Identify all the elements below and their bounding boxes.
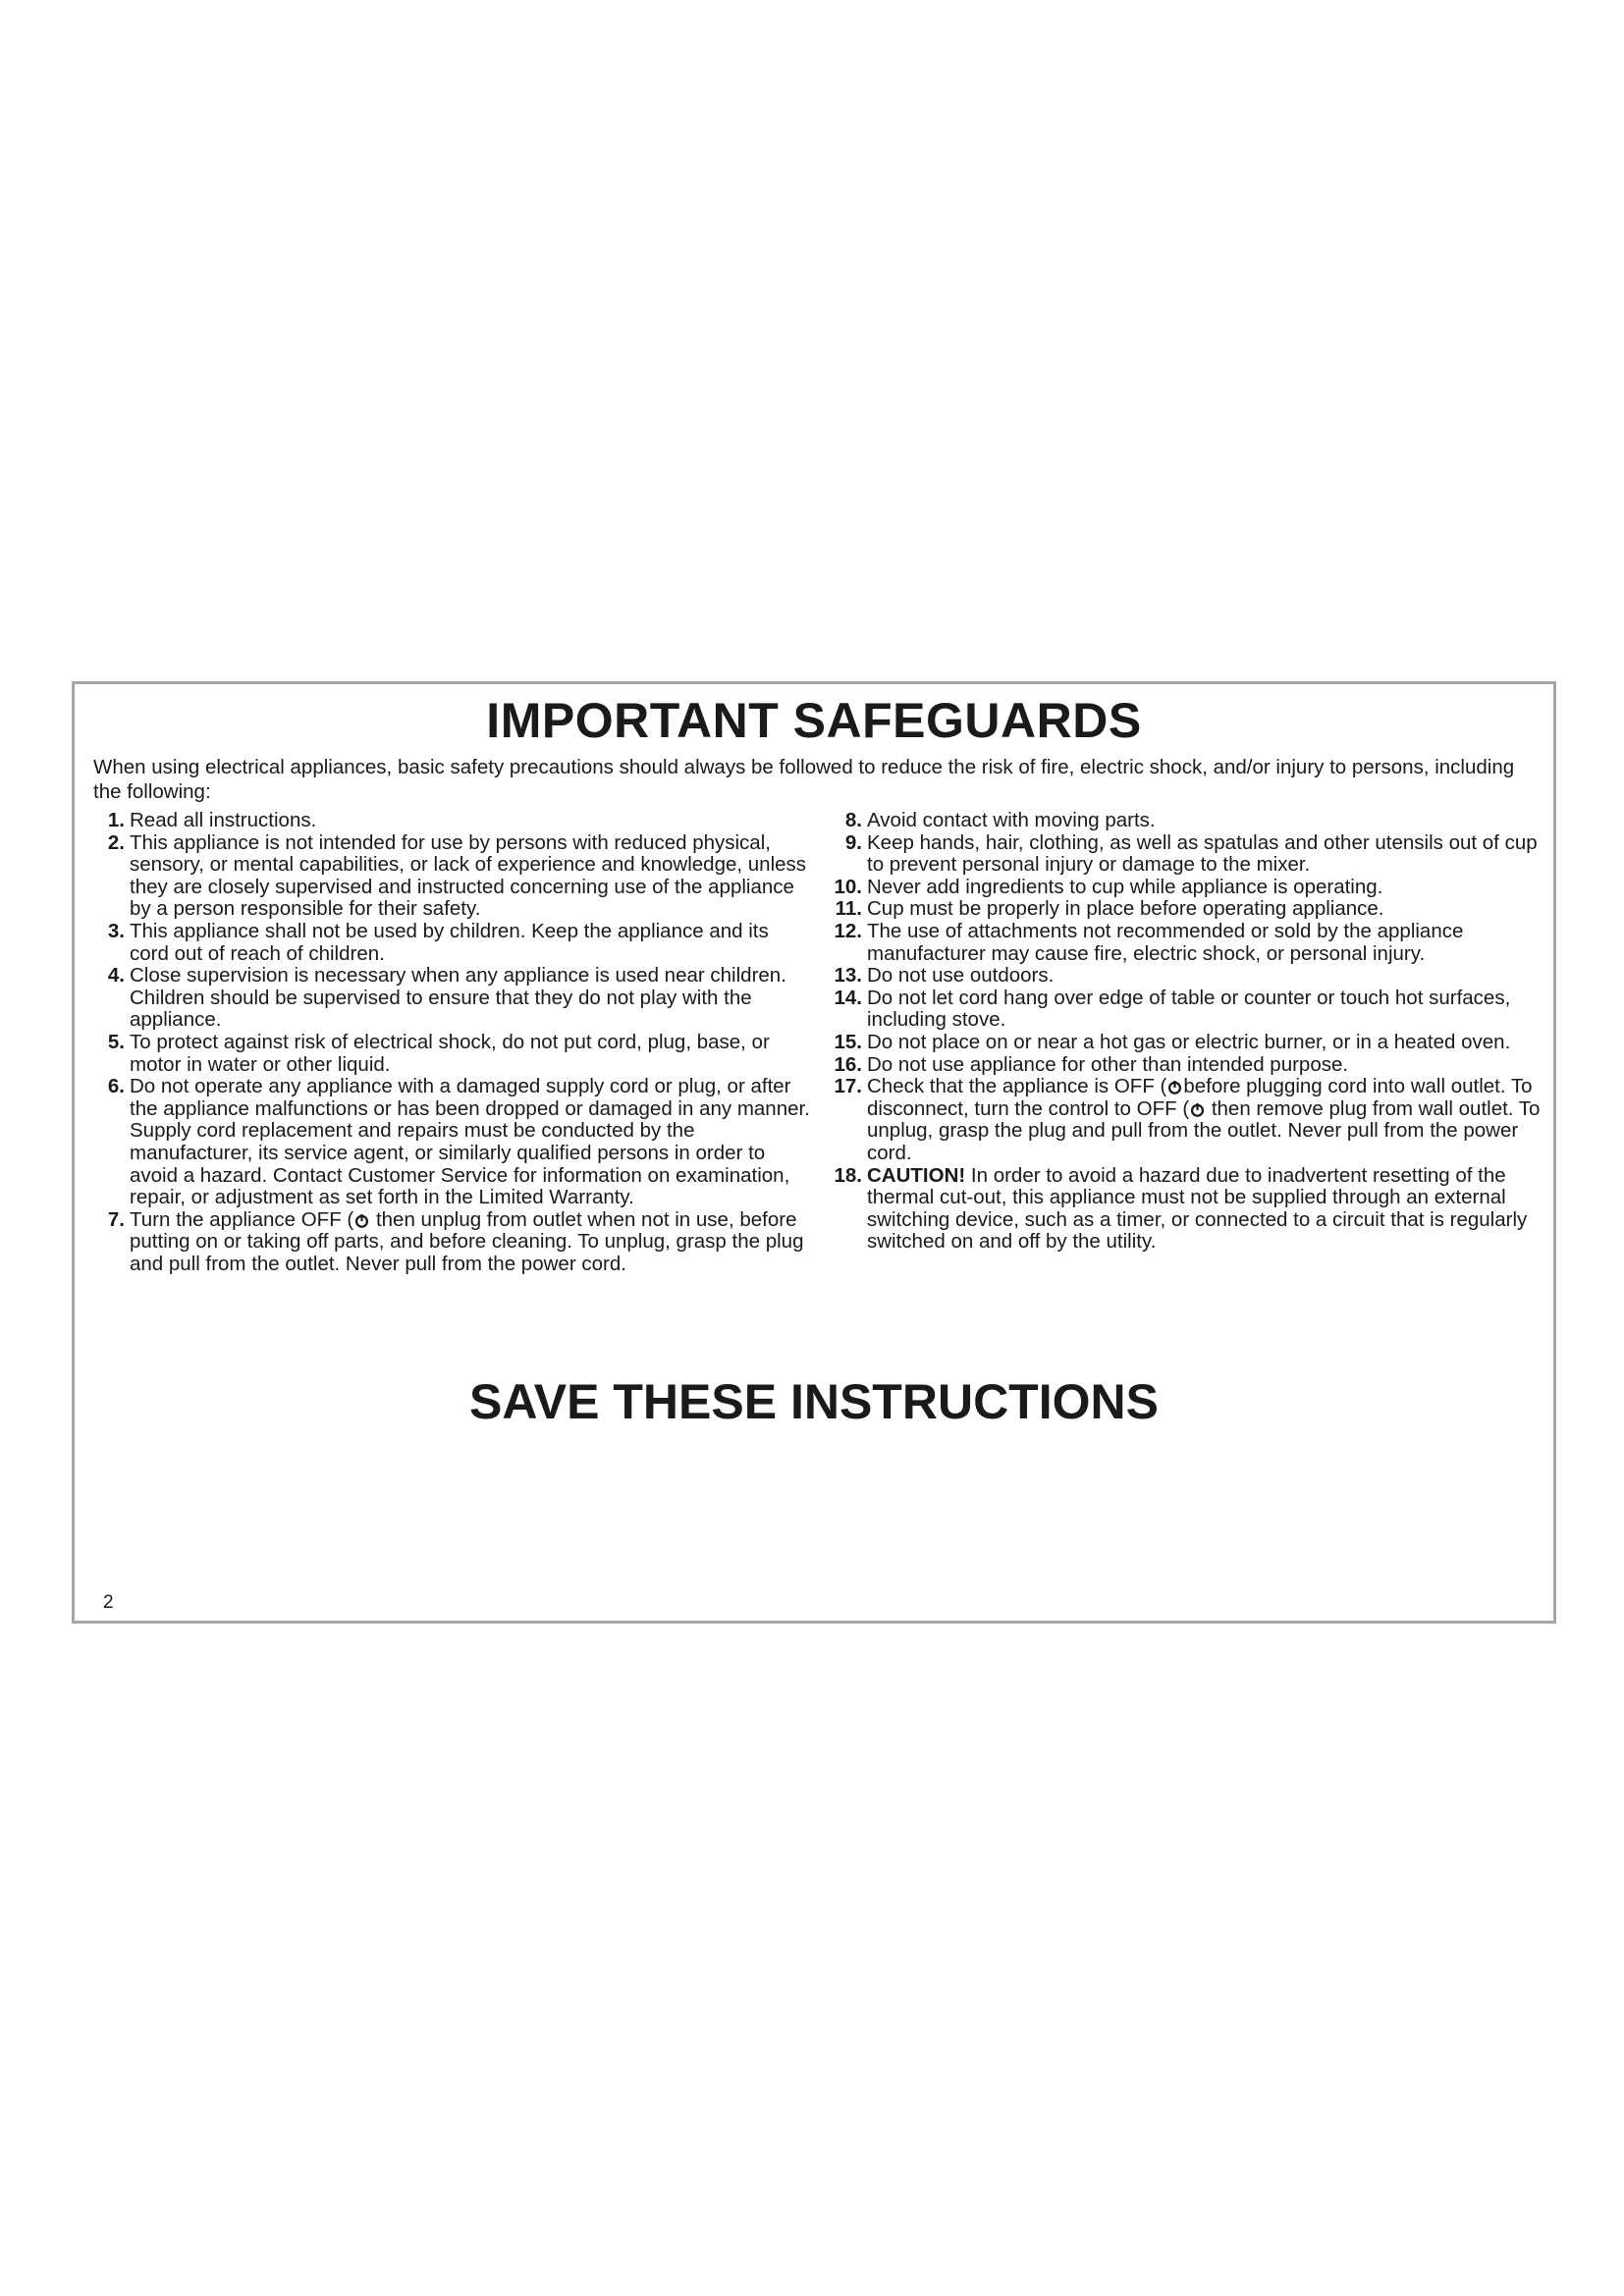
- list-item: [826, 921, 1543, 965]
- item-number: 14.: [834, 986, 862, 1009]
- item-text: Close supervision is necessary when any appliance is used near children. Children should be supervised to ensure that they do not play with the appliance.: [130, 964, 786, 1032]
- item-text: This appliance is not intended for use by persons with reduced physical, sensory, or mental capabilities, or lack of experience and knowledge, unless they are closely supervised and instructed concerning use of the appliance by a person responsible for their safety.: [130, 830, 807, 921]
- list-item: [826, 1076, 1543, 1164]
- item-number: 12.: [834, 919, 862, 942]
- item-number: 3.: [107, 919, 125, 942]
- power-icon: [1190, 1102, 1205, 1117]
- list-item: [826, 965, 1543, 988]
- item-number: 10.: [834, 875, 862, 898]
- list-item: [90, 965, 811, 1032]
- item-text-part: In order to avoid a hazard due to inadvertent resetting of the thermal cut-out, this appliance must not be supplied through an external switching device, such as a timer, or connected to a circuit that is regularly switched on and off by the utility.: [867, 1163, 1528, 1254]
- power-icon: [354, 1213, 369, 1228]
- item-text-part: Turn the appliance OFF (: [130, 1207, 354, 1231]
- item-number: 18.: [834, 1163, 862, 1187]
- list-item: [90, 832, 811, 921]
- item-number: 17.: [834, 1075, 862, 1098]
- item-text: Avoid contact with moving parts.: [867, 809, 1156, 831]
- list-item: [90, 1032, 811, 1076]
- list-item: [90, 1209, 811, 1276]
- intro-paragraph: When using electrical appliances, basic safety precautions should always be followed to reduce the risk of fire, electric shock, and/or injury to persons, including the following:: [93, 756, 1515, 803]
- list-item: [90, 921, 811, 965]
- right-column: [826, 810, 1543, 1254]
- list-item: [826, 832, 1543, 877]
- item-text-part: then unplug from outlet when not in use, before putting on or taking off parts, and before cleaning. To unplug, grasp the plug and pull from the outlet. Never pull from the power cord.: [130, 1207, 804, 1275]
- list-item: [826, 988, 1543, 1032]
- save-instructions-heading: SAVE THESE INSTRUCTIONS: [469, 1374, 1159, 1429]
- item-text: Do not use outdoors.: [867, 964, 1055, 988]
- caution-label: CAUTION!: [867, 1163, 966, 1187]
- item-number: 8.: [844, 809, 862, 831]
- item-number: 15.: [834, 1030, 862, 1053]
- item-text: [130, 1209, 811, 1276]
- item-text-part: Check that the appliance is OFF (: [867, 1075, 1167, 1098]
- item-number: 11.: [835, 897, 862, 921]
- item-number: 6.: [107, 1075, 125, 1098]
- list-item: [826, 1032, 1543, 1054]
- list-item: [826, 877, 1543, 899]
- item-text: Do not place on or near a hot gas or electric burner, or in a heated oven.: [867, 1030, 1511, 1053]
- item-text: Read all instructions.: [130, 809, 317, 831]
- left-column: [90, 810, 811, 1275]
- list-item: [826, 898, 1543, 921]
- item-text: Keep hands, hair, clothing, as well as spatulas and other utensils out of cup to prevent personal injury or damage to the mixer.: [867, 830, 1538, 877]
- safeguards-frame: [72, 681, 1556, 1624]
- power-icon: [1167, 1080, 1182, 1095]
- item-text: Do not operate any appliance with a damaged supply cord or plug, or after the appliance malfunctions or has been dropped or damaged in any manner. Supply cord replacement and repairs must be conducted by the manufacturer, its service agent, or similarly qualified persons in order to avoid a hazard. Contact Customer Service for information on examination, repair, or adjustment as set forth in the Limited Warranty.: [130, 1075, 810, 1209]
- item-text: [867, 1165, 1543, 1254]
- item-number: 16.: [834, 1052, 862, 1076]
- list-item: [90, 1076, 811, 1209]
- item-text: This appliance shall not be used by children. Keep the appliance and its cord out of reach of children.: [130, 919, 769, 965]
- item-number: 1.: [107, 809, 125, 831]
- item-number: 4.: [107, 964, 125, 988]
- item-text: [867, 1076, 1543, 1164]
- list-item: [826, 1054, 1543, 1077]
- item-number: 5.: [107, 1030, 125, 1053]
- page-title: IMPORTANT SAFEGUARDS: [486, 693, 1142, 748]
- item-text: Do not let cord hang over edge of table or counter or touch hot surfaces, including stove.: [867, 986, 1511, 1032]
- item-number: 7.: [107, 1207, 125, 1231]
- list-item: [90, 810, 811, 832]
- item-text: To protect against risk of electrical shock, do not put cord, plug, base, or motor in water or other liquid.: [130, 1030, 770, 1076]
- page-number: 2: [103, 1592, 114, 1613]
- list-item: [826, 1165, 1543, 1254]
- item-text-part: before plugging cord into wall outlet. To disconnect, turn the control to OFF (: [867, 1075, 1533, 1120]
- list-item: [826, 810, 1543, 832]
- item-text: Cup must be properly in place before operating appliance.: [867, 897, 1384, 921]
- item-text: Never add ingredients to cup while appliance is operating.: [867, 875, 1383, 898]
- item-number: 9.: [844, 830, 862, 854]
- item-number: 13.: [834, 964, 862, 988]
- item-text: Do not use appliance for other than intended purpose.: [867, 1052, 1349, 1076]
- item-text: The use of attachments not recommended or sold by the appliance manufacturer may cause fire, electric shock, or personal injury.: [867, 919, 1464, 965]
- item-text-part: then remove plug from wall outlet. To unplug, grasp the plug and pull from the outlet. Never pull from the power cord.: [867, 1096, 1541, 1164]
- item-number: 2.: [107, 830, 125, 854]
